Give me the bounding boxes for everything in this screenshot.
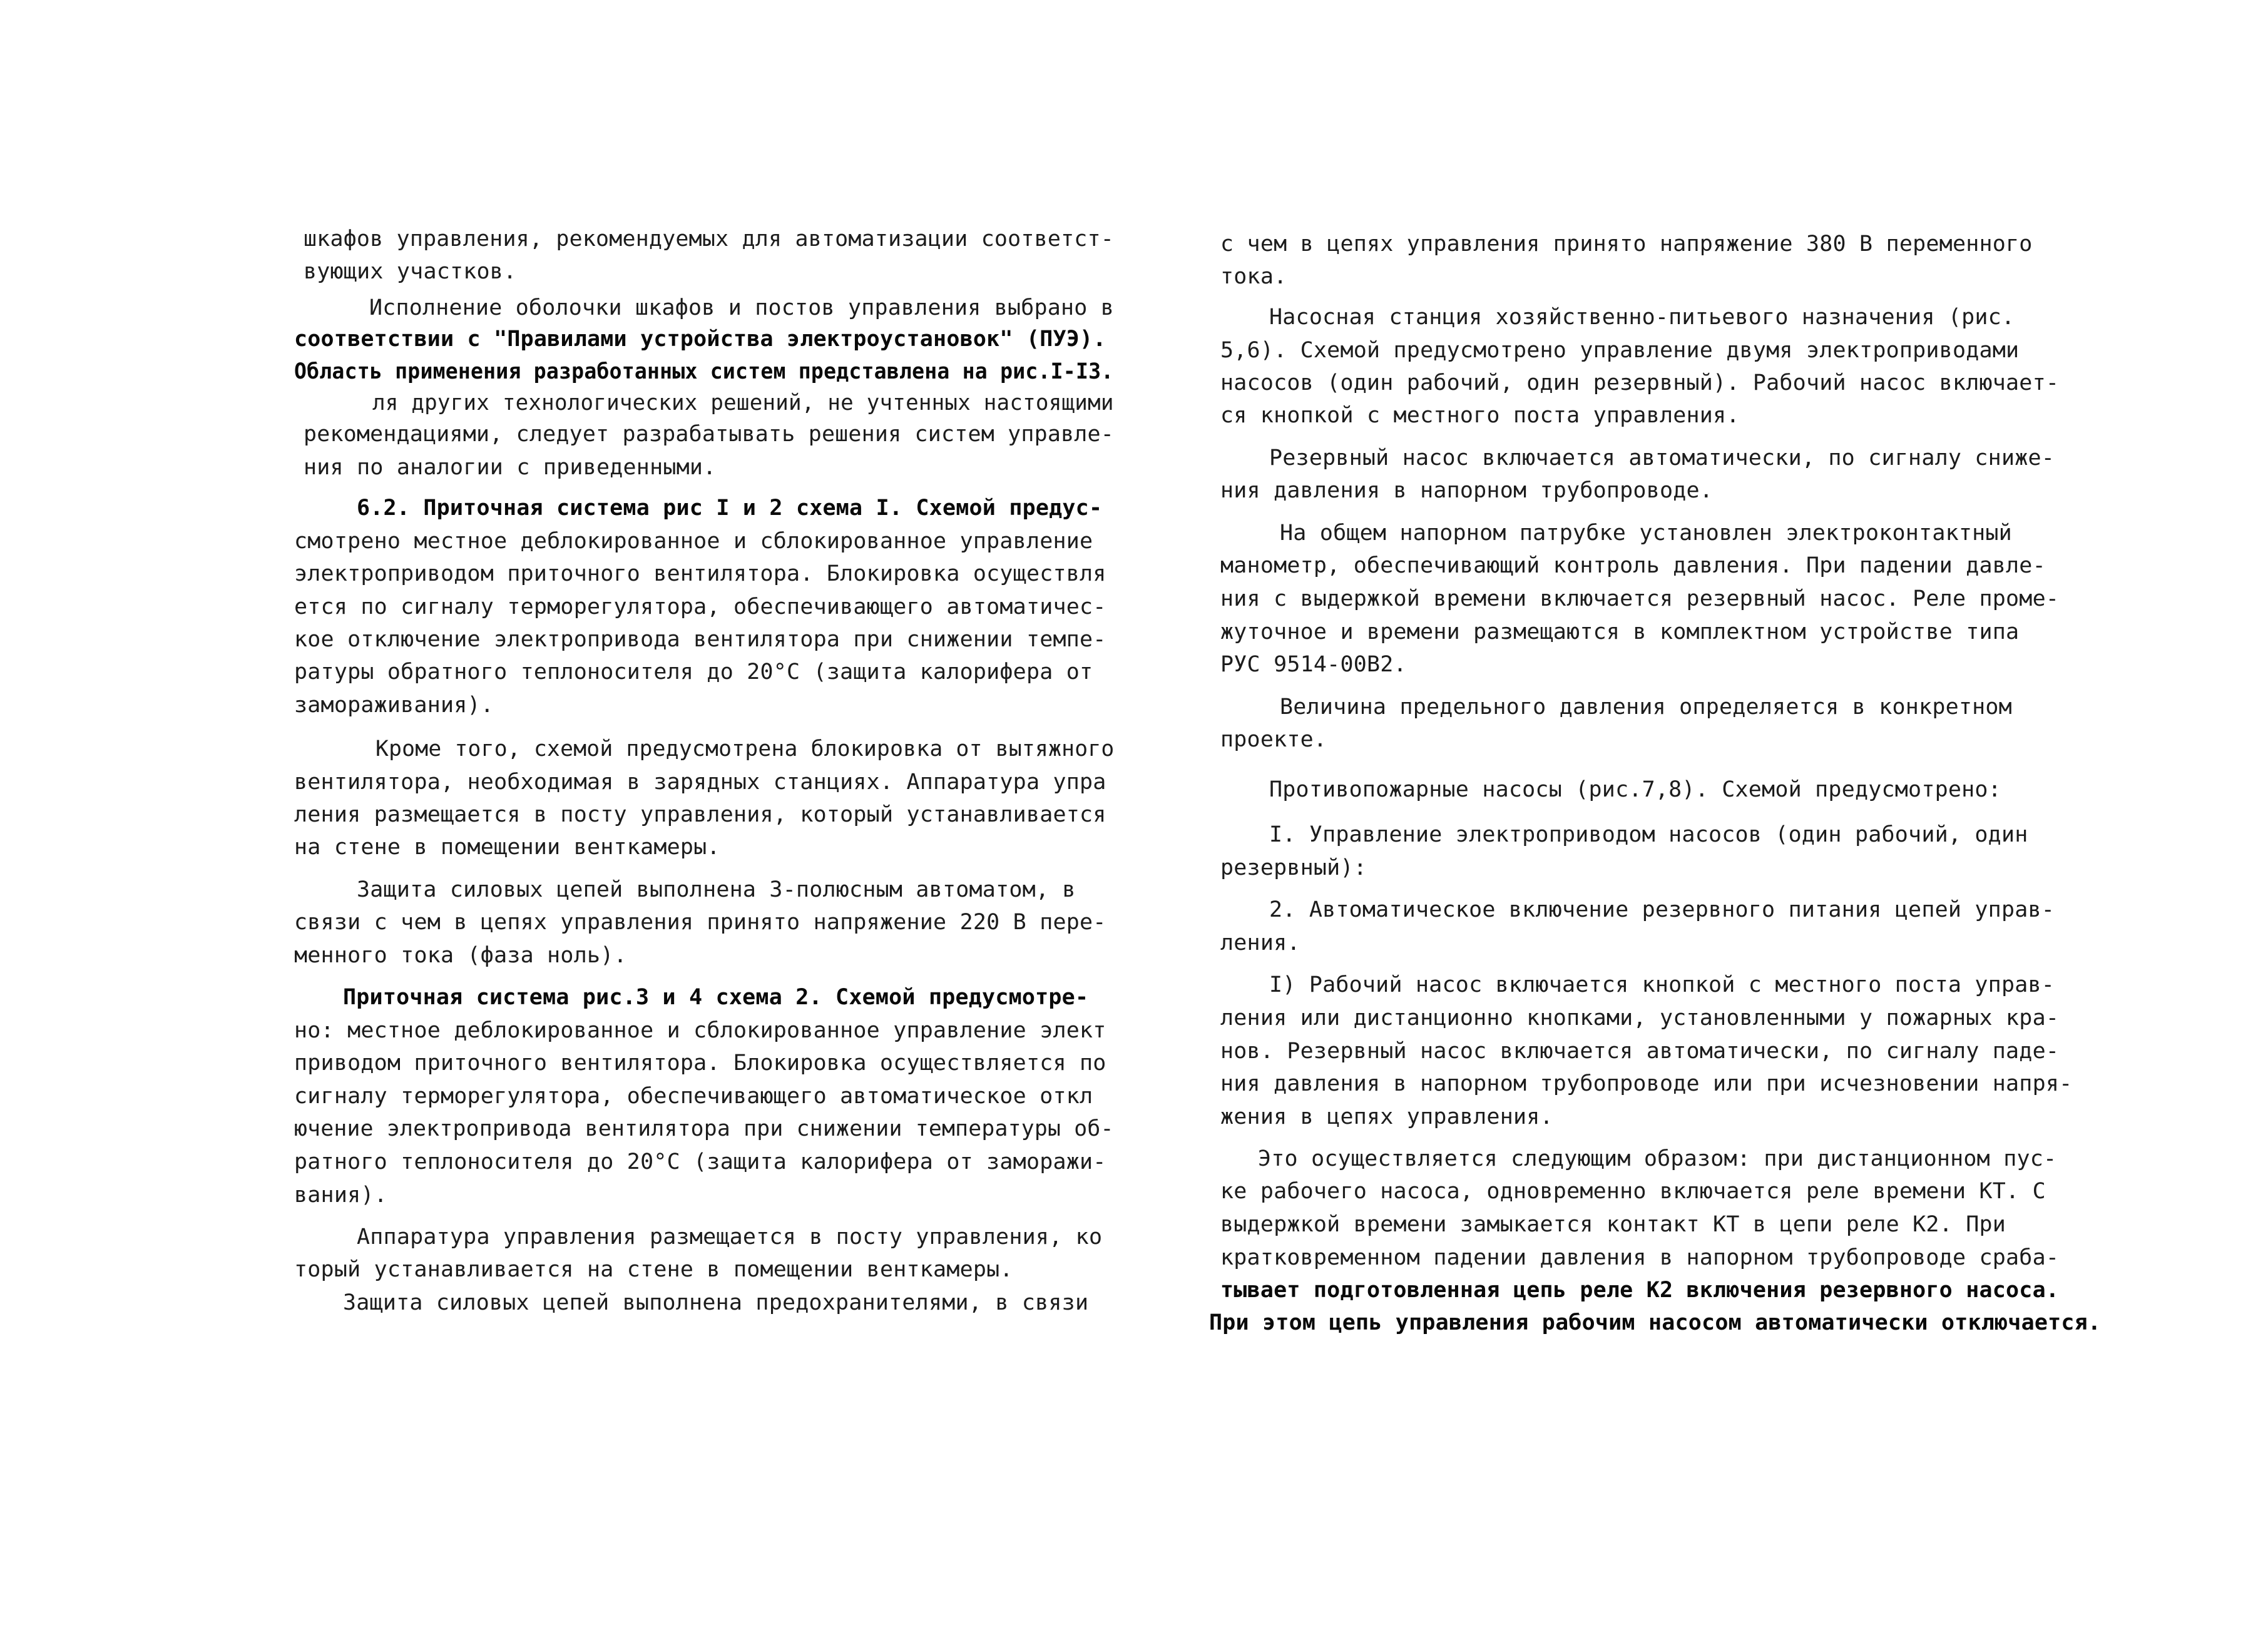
text-line: с чем в цепях управления принято напряжение 380 В переменного [1220,232,2033,257]
text-line: выдержкой времени замыкается контакт КТ в цепи реле К2. При [1220,1212,2006,1237]
text-line: 5,6). Схемой предусмотрено управление двумя электроприводами [1220,338,2020,363]
text-line: I) Рабочий насос включается кнопкой с местного поста управ- [1269,972,2055,997]
text-line: Противопожарные насосы (рис.7,8). Схемой предусмотрено: [1269,777,2001,802]
text-line: ратного теплоносителя до 20°C (защита калорифера от заморажи- [294,1149,1106,1174]
text-line: электроприводом приточного вентилятора. Блокировка осуществля [294,561,1106,586]
text-line: ления размещается в посту управления, который устанавливается [294,802,1106,827]
text-line: замораживания). [294,693,494,718]
text-line: менного тока (фаза ноль). [294,943,627,968]
text-line: вания). [294,1183,387,1208]
section-heading: Приточная система рис.3 и 4 схема 2. Схемой предусмотре- [343,985,1089,1010]
text-line: Насосная станция хозяйственно-питьевого назначения (рис. [1269,305,2015,330]
text-line: ния давления в напорном трубопроводе или при исчезновении напря- [1220,1071,2073,1096]
text-line: тока. [1220,264,1287,289]
text-line: При этом цепь управления рабочим насосом автоматически отключается. [1209,1310,2102,1335]
text-line: 2. Автоматическое включение резервного питания цепей управ- [1269,897,2055,922]
text-line: ся кнопкой с местного поста управления. [1220,403,1740,428]
text-line: ния давления в напорном трубопроводе. [1220,478,1714,503]
text-line: шкафов управления, рекомендуемых для автоматизации соответст- [304,227,1114,252]
text-line: РУС 9514-00В2. [1220,652,1407,677]
text-line: соответствии с "Правилами устройства электроустановок" (ПУЭ). [294,327,1106,352]
text-line: ния с выдержкой времени включается резервный насос. Реле проме- [1220,586,2060,611]
text-line: кое отключение электропривода вентилятора при снижении темпе- [294,627,1106,652]
text-line: приводом приточного вентилятора. Блокировка осуществляется по [294,1051,1106,1076]
section-heading: 6.2. Приточная система рис I и 2 схема I. Схемой предус- [357,496,1103,521]
text-line: сигналу терморегулятора, обеспечивающего автоматическое откл [294,1084,1093,1109]
text-line: рекомендациями, следует разрабатывать решения систем управле- [304,422,1114,447]
text-line: ючение электропривода вентилятора при снижении температуры об- [294,1116,1114,1141]
text-line: кратковременном падении давления в напорном трубопроводе сраба- [1220,1245,2060,1270]
text-line: Область применения разработанных систем представлена на рис.I-I3. [294,359,1114,384]
text-line: манометр, обеспечивающий контроль давления. При падении давле- [1220,553,2046,578]
text-line: Кроме того, схемой предусмотрена блокировка от вытяжного [375,736,1115,761]
text-line: нов. Резервный насос включается автоматически, по сигналу паде- [1220,1039,2060,1064]
text-line: ется по сигналу терморегулятора, обеспечивающего автоматичес- [294,594,1106,619]
text-line: резервный): [1220,855,1367,880]
text-line: жуточное и времени размещаются в комплектном устройстве типа [1220,619,2020,644]
right-column [1126,0,2253,1650]
left-column [0,0,1126,1650]
text-line: вентилятора, необходимая в зарядных станциях. Аппаратура упра [294,770,1106,795]
text-line: Защита силовых цепей выполнена предохранителями, в связи [343,1290,1089,1315]
text-line: но: местное деблокированное и сблокированное управление элект [294,1018,1106,1043]
text-line: насосов (один рабочий, один резервный). Рабочий насос включает- [1220,370,2060,395]
text-line: связи с чем в цепях управления принято напряжение 220 В пере- [294,910,1106,935]
text-line: ратуры обратного теплоносителя до 20°C (защита калорифера от [294,659,1093,685]
text-line: вующих участков. [304,259,517,284]
text-line: смотрено местное деблокированное и сблокированное управление [294,529,1093,554]
text-line: Резервный насос включается автоматически, по сигналу сниже- [1269,446,2055,471]
text-line: ления. [1220,930,1300,955]
text-line: ния по аналогии с приведенными. [304,455,717,480]
text-line: жения в цепях управления. [1220,1104,1553,1129]
text-line: На общем напорном патрубке установлен электроконтактный [1280,521,2012,546]
text-line: Защита силовых цепей выполнена 3-полюсным автоматом, в [357,877,1076,902]
text-line: Исполнение оболочки шкафов и постов управления выбрано в [369,295,1115,320]
text-line: на стене в помещении венткамеры. [294,835,720,860]
text-line: ления или дистанционно кнопками, установленными у пожарных кра- [1220,1006,2060,1031]
text-line: торый устанавливается на стене в помещении венткамеры. [294,1257,1013,1282]
text-line: Это осуществляется следующим образом: при дистанционном пус- [1258,1146,2057,1171]
text-line: проекте. [1220,727,1327,752]
text-line: ля других технологических решений, не учтенных настоящими [372,390,1114,415]
text-line: тывает подготовленная цепь реле К2 включения резервного насоса. [1220,1278,2060,1303]
text-line: Величина предельного давления определяется в конкретном [1280,695,2012,720]
text-line: I. Управление электроприводом насосов (один рабочий, один [1269,822,2028,847]
text-line: Аппаратура управления размещается в посту управления, ко [357,1225,1103,1250]
text-line: ке рабочего насоса, одновременно включается реле времени КТ. С [1220,1179,2046,1204]
